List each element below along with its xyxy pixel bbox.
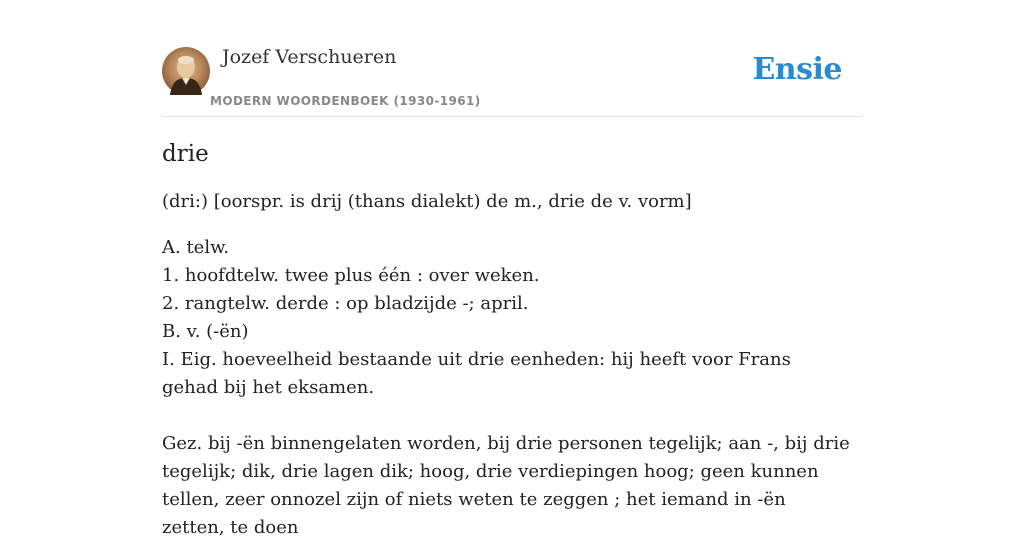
source-label[interactable]: MODERN WOORDENBOEK (1930-1961) bbox=[210, 94, 481, 108]
definition-line: B. v. (-ën) bbox=[162, 321, 249, 342]
definition-paragraph: Gez. bij -ën binnengelaten worden, bij drie personen tegelijk; aan -, bij drie tegelijk; dik, drie lagen dik; hoog, drie verdiepingen hoog; geen kunnen tellen, zeer onnozel zijn of niets weten te zeggen ; het iemand in -ën zetten, te doen bbox=[162, 433, 850, 538]
author-name[interactable]: Jozef Verschueren bbox=[222, 46, 397, 68]
entry-definitions bbox=[162, 234, 852, 542]
entry-pronunciation: (dri:) [oorspr. is drij (thans dialekt) de m., drie de v. vorm] bbox=[162, 191, 692, 212]
paragraph-gap bbox=[162, 402, 852, 430]
definition-line: I. Eig. hoeveelheid bestaande uit drie eenheden: hij heeft voor Frans gehad bij het eksamen. bbox=[162, 349, 791, 398]
entry-header bbox=[162, 44, 862, 117]
definition-line: 2. rangtelw. derde : op bladzijde -; april. bbox=[162, 293, 529, 314]
brand-logo[interactable]: Ensie bbox=[752, 52, 842, 87]
entry-title: drie bbox=[162, 141, 209, 167]
entry-content bbox=[162, 138, 852, 542]
author-portrait-icon bbox=[162, 47, 210, 95]
avatar[interactable] bbox=[162, 47, 210, 95]
definition-line: 1. hoofdtelw. twee plus één : over weken. bbox=[162, 265, 540, 286]
definition-line: A. telw. bbox=[162, 237, 230, 258]
